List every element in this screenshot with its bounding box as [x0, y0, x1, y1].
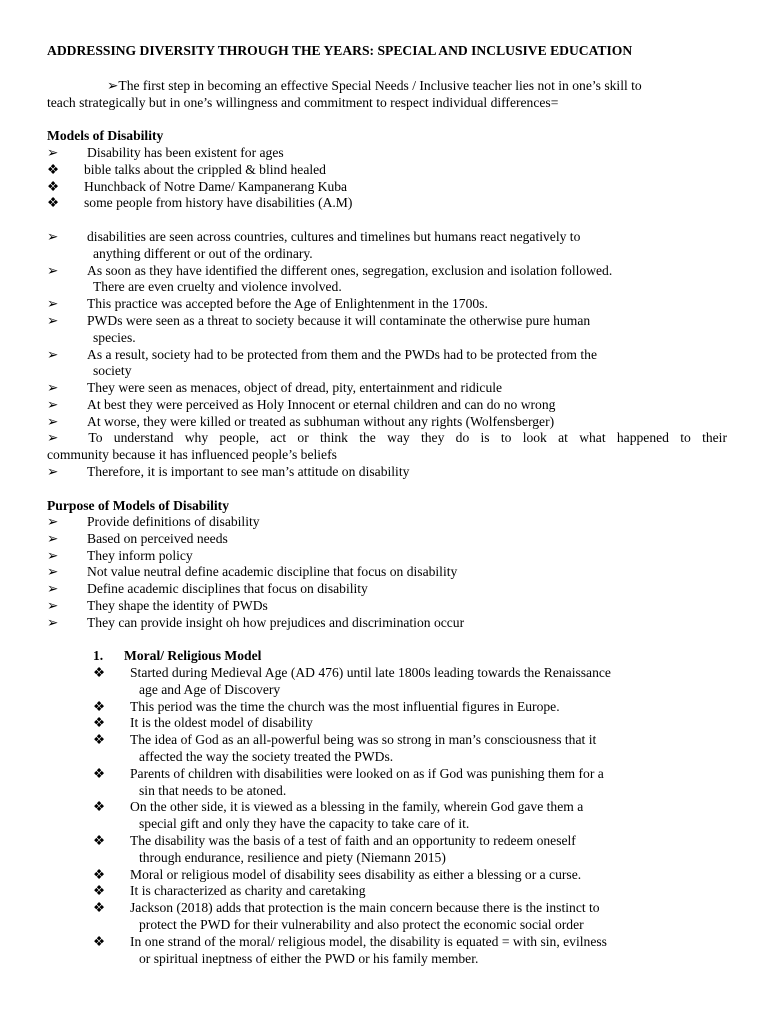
list-item-text	[130, 665, 693, 699]
bullet-marker: ❖	[93, 900, 106, 916]
item-continuation-line: through endurance, resilience and piety (Niemann 2015)	[139, 849, 446, 865]
list-item-text	[130, 934, 693, 968]
bullet-marker: ❖	[47, 195, 60, 211]
item-line: It is the oldest model of disability	[130, 715, 313, 731]
item-line: Started during Medieval Age (AD 476) until late 1800s leading towards the Renaissance	[130, 665, 611, 680]
item-line: On the other side, it is viewed as a blessing in the family, wherein God gave them a	[130, 799, 584, 815]
item-line: At best they were perceived as Holy Innocent or eternal children and can do no wrong	[87, 396, 556, 412]
list-item-text	[87, 263, 727, 297]
list-item	[93, 799, 693, 833]
item-line: Therefore, it is important to see man’s attitude on disability	[87, 464, 410, 479]
list-item	[47, 296, 727, 313]
item-line: Disability has been existent for ages	[87, 145, 284, 160]
list-item	[93, 867, 693, 884]
list-item	[47, 229, 727, 263]
list-item	[47, 263, 727, 297]
list-item	[93, 883, 693, 900]
item-line: The disability was the basis of a test of faith and an opportunity to redeem oneself	[130, 832, 576, 848]
bullet-marker: ❖	[93, 698, 106, 714]
bullet-marker: ➢	[47, 413, 59, 429]
item-continuation-line: or spiritual ineptness of either the PWD or his family member.	[139, 950, 479, 966]
item-line: Hunchback of Notre Dame/ Kampanerang Kuba	[84, 178, 348, 194]
moral-heading	[93, 648, 261, 665]
moral-heading-text: Moral/ Religious Model	[124, 648, 262, 663]
bullet-marker: ➢	[47, 229, 59, 244]
list-item	[47, 531, 727, 548]
list-item-text	[130, 732, 693, 766]
list-item	[47, 581, 727, 598]
item-line: Jackson (2018) adds that protection is the main concern because there is the instinct to	[130, 900, 600, 916]
list-item	[47, 162, 727, 179]
bullet-marker: ➢	[47, 296, 59, 312]
item-line: The idea of God as an all-powerful being was so strong in man’s consciousness that it	[130, 732, 597, 748]
bullet-marker: ❖	[47, 178, 60, 194]
list-item-text	[130, 883, 693, 900]
item-line: At worse, they were killed or treated as subhuman without any rights (Wolfensberger)	[87, 413, 555, 429]
bullet-marker: ➢	[47, 262, 59, 278]
moral-heading-number: 1.	[93, 648, 104, 663]
item-line: some people from history have disabilities (A.M)	[84, 195, 353, 211]
list-item-text	[87, 464, 727, 481]
list-item	[47, 145, 727, 162]
item-line: Moral or religious model of disability sees disability as either a blessing or a curse.	[130, 866, 582, 882]
bullet-marker: ❖	[93, 799, 106, 815]
list-item-text: They inform policy	[87, 547, 193, 563]
item-continuation-line: sin that needs to be atoned.	[139, 782, 287, 798]
list-item-text: They can provide insight oh how prejudices and discrimination occur	[87, 614, 465, 630]
item-continuation-line: special gift and only they have the capacity to take care of it.	[139, 816, 470, 832]
item-line: bible talks about the crippled & blind healed	[84, 161, 326, 177]
item-line: PWDs were seen as a threat to society because it will contaminate the otherwise pure human	[87, 312, 591, 328]
list-item-text	[87, 229, 727, 263]
bullet-marker: ➢	[47, 464, 59, 479]
item-line: Parents of children with disabilities were looked on as if God was punishing them for a	[130, 765, 604, 781]
list-item	[47, 380, 727, 397]
list-item-text	[84, 195, 727, 212]
bullet-marker: ❖	[93, 933, 106, 949]
item-continuation-line: species.	[93, 329, 136, 345]
list-item-text: Not value neutral define academic discipline that focus on disability	[87, 564, 458, 580]
bullet-marker: ➢	[47, 145, 59, 160]
item-line: This period was the time the church was the most influential figures in Europe.	[130, 698, 560, 714]
wide-item-line-1: To understand why people, act or think the way they do is to look at what happened to their	[88, 430, 727, 445]
document-title: ADDRESSING DIVERSITY THROUGH THE YEARS: SPECIAL AND INCLUSIVE EDUCATION	[47, 43, 633, 58]
item-continuation-line: There are even cruelty and violence involved.	[93, 279, 342, 295]
list-item-text	[87, 414, 727, 431]
list-item-text	[130, 833, 693, 867]
list-item-text	[130, 900, 693, 934]
wide-item-line-2: community because it has influenced people’s beliefs	[47, 446, 337, 462]
list-item-text	[130, 867, 693, 884]
list-item	[93, 934, 693, 968]
bullet-marker: ➢	[47, 514, 59, 529]
bullet-marker: ❖	[93, 883, 106, 899]
item-line: In one strand of the moral/ religious model, the disability is equated = with sin, evilness	[130, 933, 607, 949]
list-item-text	[87, 397, 727, 414]
list-item	[47, 179, 727, 196]
list-item-text	[84, 162, 727, 179]
list-item-text: They shape the identity of PWDs	[87, 597, 268, 613]
list-item	[93, 766, 693, 800]
list-item	[93, 699, 693, 716]
list-item-text	[130, 699, 693, 716]
item-continuation-line: society	[93, 363, 132, 379]
bullet-marker: ➢	[47, 597, 59, 613]
list-item-text: Provide definitions of disability	[87, 514, 260, 529]
item-continuation-line: affected the way the society treated the PWDs.	[139, 748, 394, 764]
item-line: This practice was accepted before the Age of Enlightenment in the 1700s.	[87, 296, 488, 312]
item-line: As soon as they have identified the different ones, segregation, exclusion and isolation followed.	[87, 262, 613, 278]
bullet-marker: ➢	[47, 581, 59, 597]
item-line: As a result, society had to be protected from them and the PWDs had to be protected from the	[87, 346, 597, 362]
purpose-heading: Purpose of Models of Disability	[47, 498, 230, 513]
list-item-text	[84, 179, 727, 196]
list-item-text	[87, 347, 727, 381]
models-list-3	[47, 464, 727, 481]
item-line: They were seen as menaces, object of dread, pity, entertainment and ridicule	[87, 380, 503, 396]
item-continuation-line: protect the PWD for their vulnerability and also protect the economic social order	[139, 916, 584, 932]
list-item	[47, 313, 727, 347]
item-line: It is characterized as charity and caretaking	[130, 883, 366, 899]
intro-line-2: teach strategically but in one’s willingness and commitment to respect individual differences=	[47, 94, 559, 110]
list-item-text: Define academic disciplines that focus on disability	[87, 581, 368, 597]
list-item-text	[87, 296, 727, 313]
list-item	[47, 615, 727, 632]
bullet-marker: ➢	[47, 380, 59, 396]
list-item-text	[130, 799, 693, 833]
bullet-marker: ➢	[47, 430, 59, 445]
list-item	[47, 347, 727, 381]
intro-paragraph	[47, 78, 727, 112]
list-item	[47, 414, 727, 431]
list-item-text	[87, 145, 727, 162]
list-item	[93, 900, 693, 934]
list-item	[93, 833, 693, 867]
list-item-text	[87, 313, 727, 347]
bullet-marker: ➢	[47, 547, 59, 563]
bullet-marker: ❖	[93, 732, 106, 748]
models-list-2	[47, 229, 727, 431]
list-item	[47, 564, 727, 581]
bullet-marker: ➢	[47, 564, 59, 580]
list-item	[47, 548, 727, 565]
moral-list	[93, 665, 693, 967]
list-item	[47, 195, 727, 212]
item-continuation-line: anything different or out of the ordinary.	[93, 245, 313, 261]
bullet-marker: ❖	[47, 161, 60, 177]
list-item	[47, 598, 727, 615]
bullet-marker: ❖	[93, 665, 106, 680]
list-item	[93, 715, 693, 732]
list-item	[47, 514, 727, 531]
intro-line-1: ➢The first step in becoming an effective Special Needs / Inclusive teacher lies not in one’s skill to	[107, 78, 642, 93]
bullet-marker: ➢	[47, 530, 59, 546]
bullet-marker: ❖	[93, 832, 106, 848]
item-continuation-line: age and Age of Discovery	[139, 681, 281, 697]
models-list-1	[47, 145, 727, 212]
bullet-marker: ❖	[93, 715, 106, 731]
bullet-marker: ➢	[47, 614, 59, 630]
list-item	[93, 732, 693, 766]
list-item-text	[87, 380, 727, 397]
list-item-text	[130, 715, 693, 732]
bullet-marker: ➢	[47, 396, 59, 412]
purpose-list	[47, 514, 727, 632]
bullet-marker: ❖	[93, 765, 106, 781]
list-item-text	[130, 766, 693, 800]
list-item-text: Based on perceived needs	[87, 530, 228, 546]
bullet-marker: ➢	[47, 346, 59, 362]
list-item	[47, 397, 727, 414]
models-wide-item	[47, 430, 727, 464]
item-line: disabilities are seen across countries, cultures and timelines but humans react negatively to	[87, 229, 581, 244]
list-item	[93, 665, 693, 699]
bullet-marker: ❖	[93, 866, 106, 882]
models-heading: Models of Disability	[47, 128, 164, 143]
bullet-marker: ➢	[47, 312, 59, 328]
list-item	[47, 464, 727, 481]
